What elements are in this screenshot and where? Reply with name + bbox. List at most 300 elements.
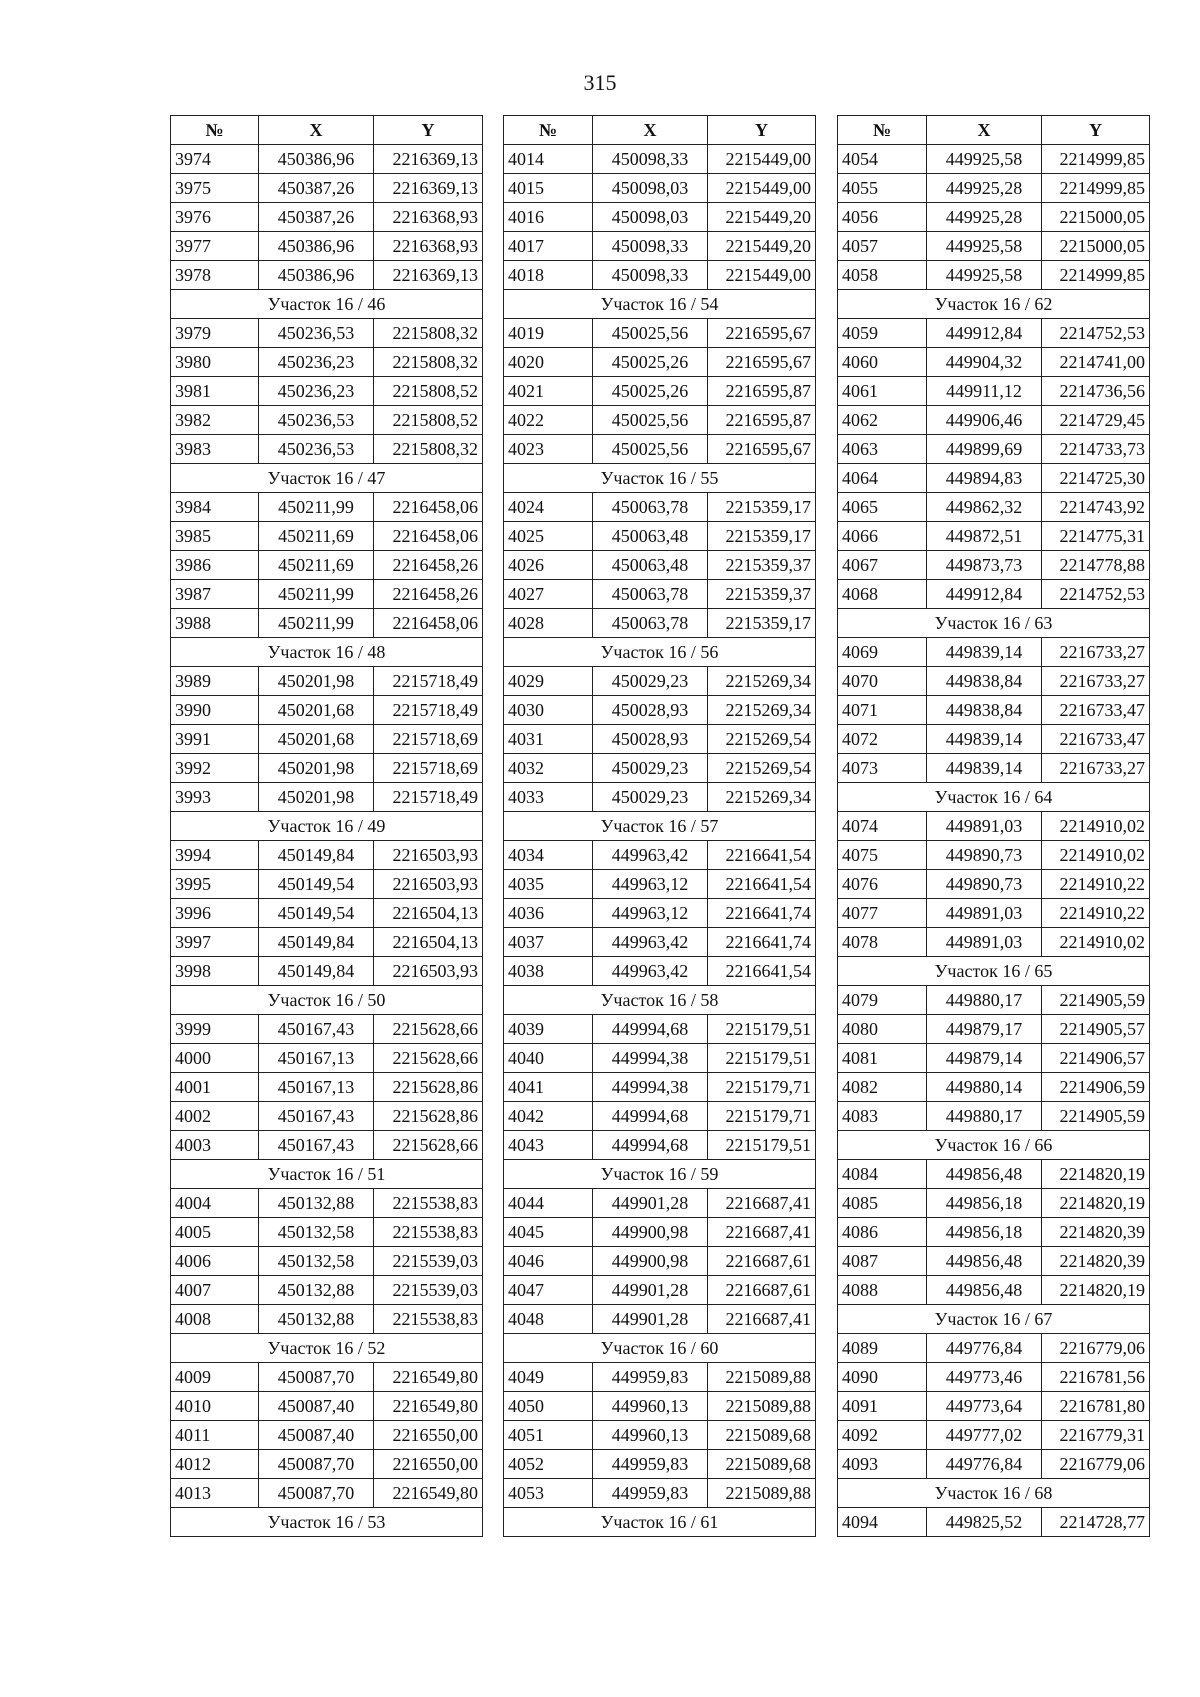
y-coordinate-cell: 2216458,26 (374, 580, 483, 609)
column-header-x: X (927, 116, 1042, 145)
point-number-cell: 4052 (504, 1450, 593, 1479)
point-number-cell: 4050 (504, 1392, 593, 1421)
table-row (838, 377, 1150, 406)
point-number-cell: 4053 (504, 1479, 593, 1508)
x-coordinate-cell: 449856,48 (927, 1276, 1042, 1305)
x-coordinate-cell: 450211,69 (259, 551, 374, 580)
y-coordinate-cell: 2214820,19 (1042, 1276, 1150, 1305)
column-header-y: Y (1042, 116, 1150, 145)
table-row (838, 928, 1150, 957)
y-coordinate-cell: 2216733,47 (1042, 696, 1150, 725)
x-coordinate-cell: 450201,98 (259, 754, 374, 783)
y-coordinate-cell: 2215359,17 (708, 493, 816, 522)
x-coordinate-cell: 450025,56 (593, 319, 708, 348)
y-coordinate-cell: 2216549,80 (374, 1392, 483, 1421)
point-number-cell: 4013 (171, 1479, 259, 1508)
table-row (171, 435, 483, 464)
x-coordinate-cell: 449904,32 (927, 348, 1042, 377)
y-coordinate-cell: 2214778,88 (1042, 551, 1150, 580)
table-row (504, 522, 816, 551)
table-row (504, 1189, 816, 1218)
x-coordinate-cell: 449776,84 (927, 1450, 1042, 1479)
x-coordinate-cell: 450201,98 (259, 783, 374, 812)
y-coordinate-cell: 2216779,06 (1042, 1450, 1150, 1479)
coordinate-table-right (837, 115, 1150, 1537)
x-coordinate-cell: 449963,42 (593, 928, 708, 957)
x-coordinate-cell: 449879,17 (927, 1015, 1042, 1044)
point-number-cell: 4094 (838, 1508, 927, 1537)
table-row (504, 928, 816, 957)
point-number-cell: 4030 (504, 696, 593, 725)
y-coordinate-cell: 2216641,54 (708, 841, 816, 870)
y-coordinate-cell: 2216504,13 (374, 899, 483, 928)
table-row (504, 232, 816, 261)
x-coordinate-cell: 449901,28 (593, 1276, 708, 1305)
y-coordinate-cell: 2214910,22 (1042, 870, 1150, 899)
section-row (171, 812, 483, 841)
x-coordinate-cell: 449894,83 (927, 464, 1042, 493)
point-number-cell: 3999 (171, 1015, 259, 1044)
table-body (504, 145, 816, 1537)
y-coordinate-cell: 2215808,52 (374, 377, 483, 406)
point-number-cell: 4039 (504, 1015, 593, 1044)
y-coordinate-cell: 2214752,53 (1042, 319, 1150, 348)
x-coordinate-cell: 449880,14 (927, 1073, 1042, 1102)
y-coordinate-cell: 2216781,80 (1042, 1392, 1150, 1421)
y-coordinate-cell: 2215089,88 (708, 1479, 816, 1508)
y-coordinate-cell: 2216368,93 (374, 232, 483, 261)
point-number-cell: 4038 (504, 957, 593, 986)
point-number-cell: 4056 (838, 203, 927, 232)
table-row (504, 319, 816, 348)
section-label: Участок 16 / 57 (504, 812, 816, 841)
point-number-cell: 4011 (171, 1421, 259, 1450)
x-coordinate-cell: 450063,78 (593, 493, 708, 522)
section-label: Участок 16 / 66 (838, 1131, 1150, 1160)
table-row (171, 261, 483, 290)
y-coordinate-cell: 2216687,41 (708, 1189, 816, 1218)
point-number-cell: 4064 (838, 464, 927, 493)
x-coordinate-cell: 449773,64 (927, 1392, 1042, 1421)
table-row (171, 1218, 483, 1247)
point-number-cell: 4080 (838, 1015, 927, 1044)
y-coordinate-cell: 2215089,68 (708, 1421, 816, 1450)
x-coordinate-cell: 450386,96 (259, 232, 374, 261)
point-number-cell: 4031 (504, 725, 593, 754)
y-coordinate-cell: 2215359,37 (708, 551, 816, 580)
point-number-cell: 3989 (171, 667, 259, 696)
section-label: Участок 16 / 53 (171, 1508, 483, 1537)
point-number-cell: 4025 (504, 522, 593, 551)
y-coordinate-cell: 2215718,69 (374, 725, 483, 754)
y-coordinate-cell: 2216733,27 (1042, 667, 1150, 696)
point-number-cell: 4018 (504, 261, 593, 290)
x-coordinate-cell: 450132,88 (259, 1305, 374, 1334)
point-number-cell: 4049 (504, 1363, 593, 1392)
table-row (171, 725, 483, 754)
x-coordinate-cell: 450087,40 (259, 1392, 374, 1421)
table-row (171, 1189, 483, 1218)
point-number-cell: 4004 (171, 1189, 259, 1218)
point-number-cell: 3987 (171, 580, 259, 609)
point-number-cell: 3990 (171, 696, 259, 725)
table-row (171, 928, 483, 957)
column-header-y: Y (374, 116, 483, 145)
x-coordinate-cell: 449912,84 (927, 580, 1042, 609)
point-number-cell: 3991 (171, 725, 259, 754)
table-row (171, 783, 483, 812)
y-coordinate-cell: 2215269,54 (708, 725, 816, 754)
table-row (504, 493, 816, 522)
x-coordinate-cell: 450201,68 (259, 725, 374, 754)
x-coordinate-cell: 449890,73 (927, 841, 1042, 870)
y-coordinate-cell: 2214736,56 (1042, 377, 1150, 406)
y-coordinate-cell: 2214905,59 (1042, 986, 1150, 1015)
point-number-cell: 4078 (838, 928, 927, 957)
x-coordinate-cell: 449959,83 (593, 1363, 708, 1392)
point-number-cell: 4024 (504, 493, 593, 522)
point-number-cell: 4074 (838, 812, 927, 841)
point-number-cell: 4075 (838, 841, 927, 870)
x-coordinate-cell: 449960,13 (593, 1421, 708, 1450)
table-header-row (838, 116, 1150, 145)
x-coordinate-cell: 449925,58 (927, 261, 1042, 290)
point-number-cell: 4072 (838, 725, 927, 754)
table-row (171, 1305, 483, 1334)
x-coordinate-cell: 449963,42 (593, 841, 708, 870)
table-row (838, 725, 1150, 754)
table-row (838, 1363, 1150, 1392)
point-number-cell: 4091 (838, 1392, 927, 1421)
y-coordinate-cell: 2215628,86 (374, 1102, 483, 1131)
y-coordinate-cell: 2215269,54 (708, 754, 816, 783)
table-row (504, 1015, 816, 1044)
x-coordinate-cell: 449959,83 (593, 1479, 708, 1508)
y-coordinate-cell: 2214725,30 (1042, 464, 1150, 493)
y-coordinate-cell: 2214729,45 (1042, 406, 1150, 435)
point-number-cell: 4040 (504, 1044, 593, 1073)
x-coordinate-cell: 450132,88 (259, 1276, 374, 1305)
table-row (504, 1044, 816, 1073)
y-coordinate-cell: 2215179,51 (708, 1015, 816, 1044)
y-coordinate-cell: 2214910,02 (1042, 812, 1150, 841)
table-row (171, 522, 483, 551)
table-row (171, 174, 483, 203)
x-coordinate-cell: 449777,02 (927, 1421, 1042, 1450)
x-coordinate-cell: 450236,23 (259, 348, 374, 377)
x-coordinate-cell: 450236,53 (259, 319, 374, 348)
section-label: Участок 16 / 65 (838, 957, 1150, 986)
table-row (504, 406, 816, 435)
table-row (171, 870, 483, 899)
point-number-cell: 4061 (838, 377, 927, 406)
point-number-cell: 4014 (504, 145, 593, 174)
y-coordinate-cell: 2215718,49 (374, 667, 483, 696)
section-label: Участок 16 / 62 (838, 290, 1150, 319)
point-number-cell: 4044 (504, 1189, 593, 1218)
y-coordinate-cell: 2215808,52 (374, 406, 483, 435)
y-coordinate-cell: 2215808,32 (374, 319, 483, 348)
point-number-cell: 3978 (171, 261, 259, 290)
point-number-cell: 3986 (171, 551, 259, 580)
table-row (838, 1044, 1150, 1073)
y-coordinate-cell: 2215449,20 (708, 203, 816, 232)
x-coordinate-cell: 449994,38 (593, 1073, 708, 1102)
x-coordinate-cell: 450132,88 (259, 1189, 374, 1218)
table-row (838, 203, 1150, 232)
point-number-cell: 3985 (171, 522, 259, 551)
y-coordinate-cell: 2215089,88 (708, 1363, 816, 1392)
table-row (504, 348, 816, 377)
point-number-cell: 4054 (838, 145, 927, 174)
point-number-cell: 4057 (838, 232, 927, 261)
x-coordinate-cell: 449891,03 (927, 899, 1042, 928)
x-coordinate-cell: 449825,52 (927, 1508, 1042, 1537)
x-coordinate-cell: 450236,53 (259, 435, 374, 464)
page-number: 315 (583, 70, 617, 95)
y-coordinate-cell: 2214820,39 (1042, 1247, 1150, 1276)
section-label: Участок 16 / 47 (171, 464, 483, 493)
y-coordinate-cell: 2216458,26 (374, 551, 483, 580)
x-coordinate-cell: 450029,23 (593, 667, 708, 696)
table-row (838, 261, 1150, 290)
point-number-cell: 4060 (838, 348, 927, 377)
x-coordinate-cell: 449862,32 (927, 493, 1042, 522)
point-number-cell: 4066 (838, 522, 927, 551)
x-coordinate-cell: 449880,17 (927, 986, 1042, 1015)
point-number-cell: 3975 (171, 174, 259, 203)
point-number-cell: 4001 (171, 1073, 259, 1102)
x-coordinate-cell: 450063,78 (593, 609, 708, 638)
y-coordinate-cell: 2215449,00 (708, 261, 816, 290)
table-row (171, 319, 483, 348)
point-number-cell: 4088 (838, 1276, 927, 1305)
point-number-cell: 4032 (504, 754, 593, 783)
table-row (504, 754, 816, 783)
y-coordinate-cell: 2214733,73 (1042, 435, 1150, 464)
x-coordinate-cell: 450025,26 (593, 348, 708, 377)
section-label: Участок 16 / 51 (171, 1160, 483, 1189)
y-coordinate-cell: 2214752,53 (1042, 580, 1150, 609)
point-number-cell: 3982 (171, 406, 259, 435)
y-coordinate-cell: 2214910,02 (1042, 928, 1150, 957)
section-row (838, 1305, 1150, 1334)
x-coordinate-cell: 450167,13 (259, 1073, 374, 1102)
table-row (838, 1247, 1150, 1276)
point-number-cell: 3980 (171, 348, 259, 377)
x-coordinate-cell: 450211,99 (259, 580, 374, 609)
x-coordinate-cell: 450028,93 (593, 725, 708, 754)
point-number-cell: 3993 (171, 783, 259, 812)
table-row (838, 348, 1150, 377)
x-coordinate-cell: 450025,56 (593, 435, 708, 464)
table-row (504, 1276, 816, 1305)
point-number-cell: 3995 (171, 870, 259, 899)
table-row (504, 580, 816, 609)
y-coordinate-cell: 2215628,66 (374, 1044, 483, 1073)
section-row (838, 290, 1150, 319)
x-coordinate-cell: 449872,51 (927, 522, 1042, 551)
point-number-cell: 4070 (838, 667, 927, 696)
point-number-cell: 4069 (838, 638, 927, 667)
point-number-cell: 4062 (838, 406, 927, 435)
y-coordinate-cell: 2216458,06 (374, 522, 483, 551)
point-number-cell: 4009 (171, 1363, 259, 1392)
table-row (504, 1479, 816, 1508)
table-row (171, 232, 483, 261)
table-row (171, 1102, 483, 1131)
point-number-cell: 3974 (171, 145, 259, 174)
table-row (838, 667, 1150, 696)
point-number-cell: 4047 (504, 1276, 593, 1305)
table-row (171, 1392, 483, 1421)
x-coordinate-cell: 450386,96 (259, 145, 374, 174)
y-coordinate-cell: 2215359,37 (708, 580, 816, 609)
y-coordinate-cell: 2214999,85 (1042, 174, 1150, 203)
x-coordinate-cell: 450063,48 (593, 551, 708, 580)
y-coordinate-cell: 2216503,93 (374, 841, 483, 870)
table-row (838, 754, 1150, 783)
table-row (504, 174, 816, 203)
x-coordinate-cell: 450149,54 (259, 870, 374, 899)
point-number-cell: 4068 (838, 580, 927, 609)
x-coordinate-cell: 450098,33 (593, 232, 708, 261)
x-coordinate-cell: 449891,03 (927, 928, 1042, 957)
y-coordinate-cell: 2214905,57 (1042, 1015, 1150, 1044)
x-coordinate-cell: 450236,23 (259, 377, 374, 406)
x-coordinate-cell: 449838,84 (927, 667, 1042, 696)
y-coordinate-cell: 2216781,56 (1042, 1363, 1150, 1392)
x-coordinate-cell: 450132,58 (259, 1218, 374, 1247)
section-label: Участок 16 / 60 (504, 1334, 816, 1363)
y-coordinate-cell: 2216503,93 (374, 870, 483, 899)
column-header-x: X (259, 116, 374, 145)
x-coordinate-cell: 449994,68 (593, 1131, 708, 1160)
section-label: Участок 16 / 59 (504, 1160, 816, 1189)
section-label: Участок 16 / 46 (171, 290, 483, 319)
x-coordinate-cell: 449839,14 (927, 725, 1042, 754)
y-coordinate-cell: 2214820,19 (1042, 1189, 1150, 1218)
x-coordinate-cell: 449960,13 (593, 1392, 708, 1421)
section-label: Участок 16 / 56 (504, 638, 816, 667)
section-label: Участок 16 / 48 (171, 638, 483, 667)
point-number-cell: 4019 (504, 319, 593, 348)
point-number-cell: 4015 (504, 174, 593, 203)
table-row (171, 406, 483, 435)
x-coordinate-cell: 450386,96 (259, 261, 374, 290)
table-row (171, 899, 483, 928)
table-row (171, 1479, 483, 1508)
point-number-cell: 4035 (504, 870, 593, 899)
x-coordinate-cell: 449880,17 (927, 1102, 1042, 1131)
y-coordinate-cell: 2214910,02 (1042, 841, 1150, 870)
y-coordinate-cell: 2216595,87 (708, 377, 816, 406)
y-coordinate-cell: 2216779,06 (1042, 1334, 1150, 1363)
table-row (171, 696, 483, 725)
section-row (171, 464, 483, 493)
x-coordinate-cell: 450087,70 (259, 1363, 374, 1392)
y-coordinate-cell: 2215179,71 (708, 1073, 816, 1102)
table-row (171, 1131, 483, 1160)
point-number-cell: 4079 (838, 986, 927, 1015)
table-row (171, 841, 483, 870)
x-coordinate-cell: 450087,70 (259, 1479, 374, 1508)
table-header-row (504, 116, 816, 145)
y-coordinate-cell: 2216550,00 (374, 1421, 483, 1450)
table-row (171, 1421, 483, 1450)
table-row (838, 464, 1150, 493)
table-row (838, 145, 1150, 174)
point-number-cell: 4059 (838, 319, 927, 348)
x-coordinate-cell: 450167,43 (259, 1131, 374, 1160)
table-row (171, 551, 483, 580)
point-number-cell: 4051 (504, 1421, 593, 1450)
table-row (504, 667, 816, 696)
table-row (838, 1189, 1150, 1218)
y-coordinate-cell: 2216687,41 (708, 1305, 816, 1334)
x-coordinate-cell: 449901,28 (593, 1189, 708, 1218)
column-header-number: № (171, 116, 259, 145)
x-coordinate-cell: 450087,40 (259, 1421, 374, 1450)
table-row (838, 1015, 1150, 1044)
y-coordinate-cell: 2215538,83 (374, 1218, 483, 1247)
x-coordinate-cell: 449963,12 (593, 870, 708, 899)
point-number-cell: 4042 (504, 1102, 593, 1131)
x-coordinate-cell: 449856,48 (927, 1160, 1042, 1189)
point-number-cell: 4045 (504, 1218, 593, 1247)
table-row (171, 1363, 483, 1392)
point-number-cell: 3998 (171, 957, 259, 986)
point-number-cell: 4092 (838, 1421, 927, 1450)
x-coordinate-cell: 450087,70 (259, 1450, 374, 1479)
point-number-cell: 4081 (838, 1044, 927, 1073)
section-label: Участок 16 / 52 (171, 1334, 483, 1363)
table-row (171, 1247, 483, 1276)
table-row (838, 406, 1150, 435)
x-coordinate-cell: 450149,84 (259, 841, 374, 870)
point-number-cell: 4005 (171, 1218, 259, 1247)
x-coordinate-cell: 450029,23 (593, 754, 708, 783)
y-coordinate-cell: 2215269,34 (708, 667, 816, 696)
y-coordinate-cell: 2214820,19 (1042, 1160, 1150, 1189)
section-row (171, 638, 483, 667)
table-row (504, 1305, 816, 1334)
point-number-cell: 4002 (171, 1102, 259, 1131)
point-number-cell: 4033 (504, 783, 593, 812)
x-coordinate-cell: 449925,58 (927, 145, 1042, 174)
x-coordinate-cell: 449838,84 (927, 696, 1042, 725)
y-coordinate-cell: 2214741,00 (1042, 348, 1150, 377)
table-row (838, 638, 1150, 667)
table-row (504, 1392, 816, 1421)
x-coordinate-cell: 450167,43 (259, 1015, 374, 1044)
point-number-cell: 4076 (838, 870, 927, 899)
column-header-x: X (593, 116, 708, 145)
point-number-cell: 4093 (838, 1450, 927, 1479)
x-coordinate-cell: 449925,28 (927, 174, 1042, 203)
y-coordinate-cell: 2216733,27 (1042, 754, 1150, 783)
y-coordinate-cell: 2216733,27 (1042, 638, 1150, 667)
table-row (504, 1102, 816, 1131)
point-number-cell: 3976 (171, 203, 259, 232)
section-label: Участок 16 / 63 (838, 609, 1150, 638)
table-row (838, 1450, 1150, 1479)
section-label: Участок 16 / 68 (838, 1479, 1150, 1508)
point-number-cell: 4058 (838, 261, 927, 290)
column-header-number: № (838, 116, 927, 145)
y-coordinate-cell: 2216550,00 (374, 1450, 483, 1479)
table-row (838, 580, 1150, 609)
